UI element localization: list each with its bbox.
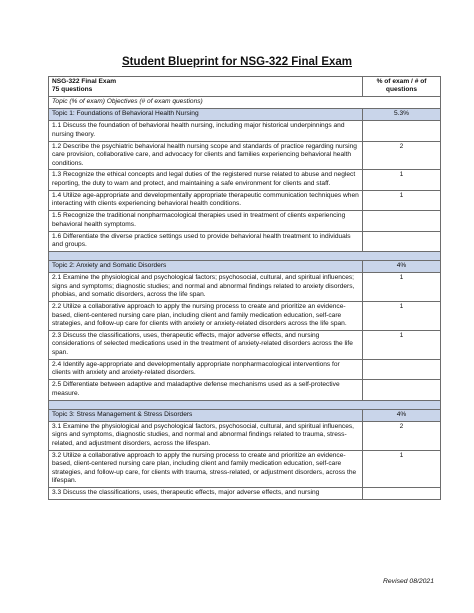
- page-title: Student Blueprint for NSG-322 Final Exam: [121, 56, 353, 68]
- objective-count: 1: [363, 331, 441, 360]
- objective-count: 1: [363, 450, 441, 487]
- objective-row: [49, 273, 441, 302]
- header-percent-line2: questions: [385, 86, 418, 94]
- objective-text: 2.4 Identify age-appropriate and developmentally appropriate nonpharmacological interventions for clients with anxiety and anxiety-related disorders.: [49, 359, 363, 379]
- header-percent-line1: % of exam / # of: [376, 78, 427, 85]
- spacer-row: [49, 251, 441, 261]
- objective-row: [49, 141, 441, 170]
- spacer-row: [49, 400, 441, 410]
- objective-text: 1.6 Differentiate the diverse practice settings used to provide behavioral health treatment to individuals and groups.: [49, 231, 363, 251]
- subheader-row: [49, 97, 441, 109]
- topic-percent: 4%: [363, 261, 441, 273]
- objective-text: 1.4 Utilize age-appropriate and developmentally appropriate therapeutic communication techniques when interacting with clients experiencing behavioral health conditions.: [49, 190, 363, 210]
- topic-label: Topic 1: Foundations of Behavioral Health Nursing: [49, 109, 363, 121]
- objective-row: [49, 231, 441, 251]
- header-percent-cell: [363, 77, 441, 97]
- objective-count: [363, 359, 441, 379]
- objective-text: 1.1 Discuss the foundation of behavioral health nursing, including major historical underpinnings and nursing theory.: [49, 121, 363, 141]
- objective-count: [363, 380, 441, 400]
- topic-label: Topic 2: Anxiety and Somatic Disorders: [49, 261, 363, 273]
- objective-text: 3.2 Utilize a collaborative approach to apply the nursing process to create and prioritize an evidence-based, client-centered nursing care plan, including client and family medication education, self-care strategies, and follow-up care, for clients with trauma, stress-related, or adjustment disorders, across the lifespan.: [49, 450, 363, 487]
- objective-row: [49, 450, 441, 487]
- blueprint-table: [48, 76, 441, 500]
- objective-row: [49, 190, 441, 210]
- spacer-cell: [49, 251, 441, 261]
- objective-count: [363, 121, 441, 141]
- objective-count: 1: [363, 170, 441, 190]
- objective-count: [363, 211, 441, 231]
- objective-text: 3.1 Examine the physiological and psychological factors, psychosocial, cultural, and spiritual influences, signs and symptoms, diagnostic studies, and normal and abnormal findings related to trauma, stress-related, and adjustment disorders, across the lifespan.: [49, 422, 363, 451]
- topic-percent: 5.3%: [363, 109, 441, 121]
- objective-row: [49, 380, 441, 400]
- topic-row: [49, 109, 441, 121]
- objective-text: 2.2 Utilize a collaborative approach to apply the nursing process to create and prioritize an evidence-based, client-centered nursing care plan, including client and family medication education, self-care strategies, and follow-up care for clients with anxiety or anxiety-related disorders across the life span.: [49, 302, 363, 331]
- table-header-row: [49, 77, 441, 97]
- objective-count: 1: [363, 273, 441, 302]
- objective-text: 2.3 Discuss the classifications, uses, therapeutic effects, major adverse effects, and nursing considerations of selected medications used in the treatment of anxiety-related disorders across the life span.: [49, 331, 363, 360]
- objective-count: [363, 231, 441, 251]
- header-course-line: NSG-322 Final Exam: [52, 78, 117, 85]
- objective-text: 1.5 Recognize the traditional nonpharmacological therapies used in treatment of clients experiencing behavioral health symptoms.: [49, 211, 363, 231]
- topic-label: Topic 3: Stress Management & Stress Disorders: [49, 410, 363, 422]
- objective-text: 2.5 Differentiate between adaptive and maladaptive defense mechanisms used as a self-protective measure.: [49, 380, 363, 400]
- objective-text: 2.1 Examine the physiological and psychological factors; psychosocial, cultural, and spiritual influences; signs and symptoms; diagnostic studies; and normal and abnormal findings related to anxiety disorders, phobias, and somatic disorders, across the life span.: [49, 273, 363, 302]
- objective-text: 3.3 Discuss the classifications, uses, therapeutic effects, major adverse effects, and nursing: [49, 488, 363, 500]
- objective-row: [49, 488, 441, 500]
- objective-count: 1: [363, 190, 441, 210]
- objective-count: 1: [363, 302, 441, 331]
- objective-count: [363, 488, 441, 500]
- topic-row: [49, 410, 441, 422]
- subheader-text: Topic (% of exam) Objectives (# of exam questions): [49, 97, 441, 109]
- objective-row: [49, 121, 441, 141]
- objective-row: [49, 170, 441, 190]
- objective-row: [49, 302, 441, 331]
- header-course-cell: [49, 77, 363, 97]
- topic-percent: 4%: [363, 410, 441, 422]
- spacer-cell: [49, 400, 441, 410]
- objective-row: [49, 359, 441, 379]
- objective-count: 2: [363, 141, 441, 170]
- objective-row: [49, 331, 441, 360]
- objective-text: 1.3 Recognize the ethical concepts and legal duties of the registered nurse related to abuse and neglect reporting, the duty to warn and protect, and maintaining a safe environment for clients and staff.: [49, 170, 363, 190]
- objective-row: [49, 211, 441, 231]
- objective-count: 2: [363, 422, 441, 451]
- objective-row: [49, 422, 441, 451]
- topic-row: [49, 261, 441, 273]
- revised-date: Revised 08/2021: [382, 578, 434, 585]
- header-questions-line: 75 questions: [52, 86, 93, 94]
- objective-text: 1.2 Describe the psychiatric behavioral health nursing scope and standards of practice regarding nursing care provision, collaborative care, and advocacy for clients and families experiencing behavioral health conditions.: [49, 141, 363, 170]
